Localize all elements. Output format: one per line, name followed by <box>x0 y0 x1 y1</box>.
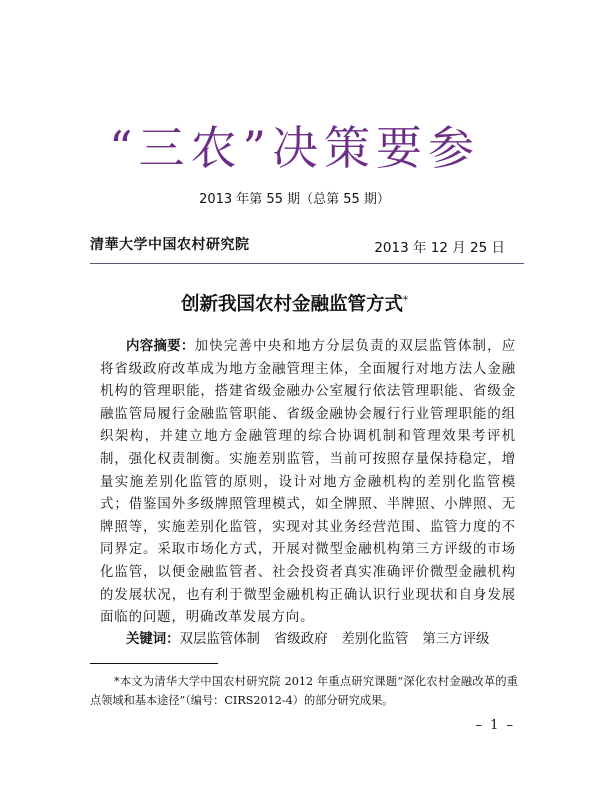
issue-number: 2013 年第 55 期（总第 55 期） <box>199 192 390 207</box>
keywords <box>100 628 516 647</box>
keyword: 第三方评级 <box>422 632 490 647</box>
abstract <box>100 336 516 630</box>
masthead-title: “三农”决策要参 <box>108 121 481 175</box>
article-title <box>0 290 589 316</box>
keyword: 差别化监管 <box>341 632 409 647</box>
footnote-marker: * <box>403 294 408 306</box>
footnote-divider <box>90 663 218 664</box>
institution-name: 清華大学中国农村研究院 <box>90 237 250 253</box>
publication-date: 2013 年 12 月 25 日 <box>374 240 505 256</box>
article-title-text: 创新我国农村金融监管方式 <box>180 294 403 315</box>
keyword: 省级政府 <box>273 632 328 647</box>
header-divider <box>90 263 524 264</box>
abstract-text: 加快完善中央和地方分层负责的双层监管体制，应将省级政府改革成为地方金融管理主体，全面履行对地方法人金融机构的管理职能，搭建省级金融办公室履行依法管理职能、省级金融监管局履行金融监管职能、省级金融协会履行行业管理职能的组织架构，并建立地方金融管理的综合协调机制和管理效果考评机制，强化权责制衡。实施差别监管，当前可按照存量保持稳定，增量实施差别化监管的原则，设计对地方金融机构的差别化监管模式；借鉴国外多级牌照管理模式，如全牌照、半牌照、小牌照、无牌照等，实施差别化监管，实现对其业务经营范围、监管力度的不同界定。采取市场化方式，开展对微型金融机构第三方评级的市场化监管，以便金融监管者、社会投资者真实准确评价微型金融机构的发展状况，也有利于微型金融机构正确认识行业现状和自身发展面临的问题，明确改革发展方向。 <box>100 339 516 626</box>
keywords-label: 关键词： <box>126 632 180 647</box>
footnote: *本文为清华大学中国农村研究院 2012 年重点研究课题“深化农村金融改革的重点领域和基本途径”（编号：CIRS2012-4）的部分研究成果。 <box>90 675 518 707</box>
page-number: – 1 – <box>475 718 515 733</box>
abstract-label: 内容摘要： <box>126 339 195 354</box>
keyword: 双层监管体制 <box>179 632 260 647</box>
